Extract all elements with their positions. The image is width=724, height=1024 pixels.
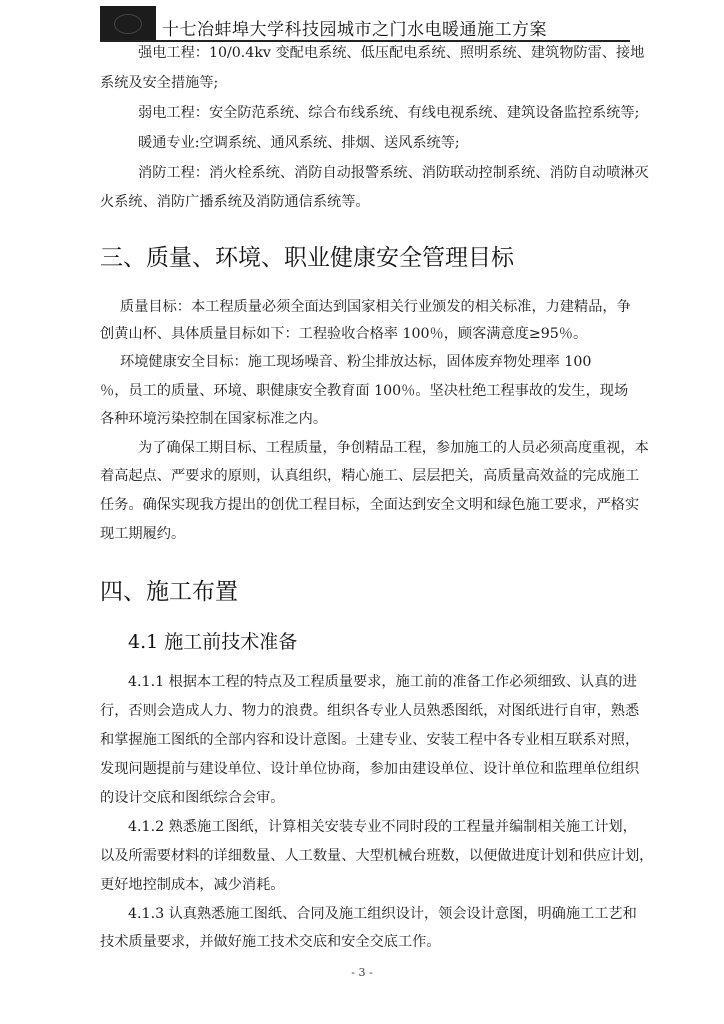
paragraph-line: 环境健康安全目标：施工现场噪音、粉尘排放达标，固体废弃物处理率 100 <box>120 354 592 370</box>
paragraph-line: 4.1.3 认真熟悉施工图纸、合同及施工组织设计，领会设计意图，明确施工工艺和 <box>128 906 637 922</box>
page-number: - 3 - <box>351 966 373 979</box>
paragraph-line: 发现问题提前与建设单位、设计单位协商，参加由建设单位、设计单位和监理单位组织 <box>100 761 640 777</box>
company-logo <box>100 6 156 40</box>
paragraph-line: ％，员工的质量、环境、职健康安全教育面 100％。坚决杜绝工程事故的发生，现场 <box>100 383 629 399</box>
paragraph-line: 任务。确保实现我方提出的创优工程目标，全面达到安全文明和绿色施工要求，严格实 <box>100 497 640 513</box>
paragraph-line: 着高起点、严要求的原则，认真组织，精心施工、层层把关，高质量高效益的完成施工 <box>100 468 640 484</box>
logo-emblem-icon <box>114 14 142 34</box>
paragraph-line: 4.1.1 根据本工程的特点及工程质量要求，施工前的准备工作必须细致、认真的进 <box>128 674 637 690</box>
paragraph-line: 各种环境污染控制在国家标准之内。 <box>100 411 328 427</box>
paragraph-line: 消防工程：消火栓系统、消防自动报警系统、消防联动控制系统、消防自动喷淋灭 <box>138 165 649 181</box>
paragraph-line: 技术质量要求，并做好施工技术交底和安全交底工作。 <box>100 934 441 950</box>
paragraph-line: 现工期履约。 <box>100 526 186 542</box>
page-header <box>100 6 630 42</box>
paragraph-line: 火系统、消防广播系统及消防通信系统等。 <box>100 194 370 210</box>
paragraph-line: 的设计交底和图纸综合会审。 <box>100 790 285 806</box>
paragraph-line: 行，否则会造成人力、物力的浪费。组织各专业人员熟悉图纸，对图纸进行自审，熟悉 <box>100 703 640 719</box>
section-heading: 四、施工布置 <box>100 579 238 605</box>
paragraph-line: 创黄山杯、具体质量目标如下：工程验收合格率 100％，顾客满意度≥95％。 <box>100 326 588 342</box>
subsection-heading: 4.1 施工前技术准备 <box>128 631 298 653</box>
paragraph-line: 强电工程：10/0.4kv 变配电系统、低压配电系统、照明系统、建筑物防雷、接地 <box>138 45 645 61</box>
paragraph-line: 系统及安全措施等; <box>100 75 219 91</box>
paragraph-line: 以及所需要材料的详细数量、人工数量、大型机械台班数，以便做进度计划和供应计划， <box>100 848 654 864</box>
paragraph-line: 暖通专业:空调系统、通风系统、排烟、送风系统等; <box>138 135 460 151</box>
paragraph-line: 更好地控制成本，减少消耗。 <box>100 877 285 893</box>
paragraph-line: 质量目标：本工程质量必须全面达到国家相关行业颁发的相关标准，力建精品，争 <box>120 299 631 315</box>
paragraph-line: 4.1.2 熟悉施工图纸，计算相关安装专业不同时段的工程量并编制相关施工计划， <box>128 819 637 835</box>
section-heading: 三、质量、环境、职业健康安全管理目标 <box>100 245 514 271</box>
paragraph-line: 为了确保工期目标、工程质量，争创精品工程，参加施工的人员必须高度重视，本 <box>138 440 649 456</box>
paragraph-line: 和掌握施工图纸的全部内容和设计意图。土建专业、安装工程中各专业相互联系对照， <box>100 732 640 748</box>
paragraph-line: 弱电工程：安全防范系统、综合布线系统、有线电视系统、建筑设备监控系统等; <box>138 105 640 121</box>
header-title: 十七冶蚌埠大学科技园城市之门水电暖通施工方案 <box>162 20 547 40</box>
